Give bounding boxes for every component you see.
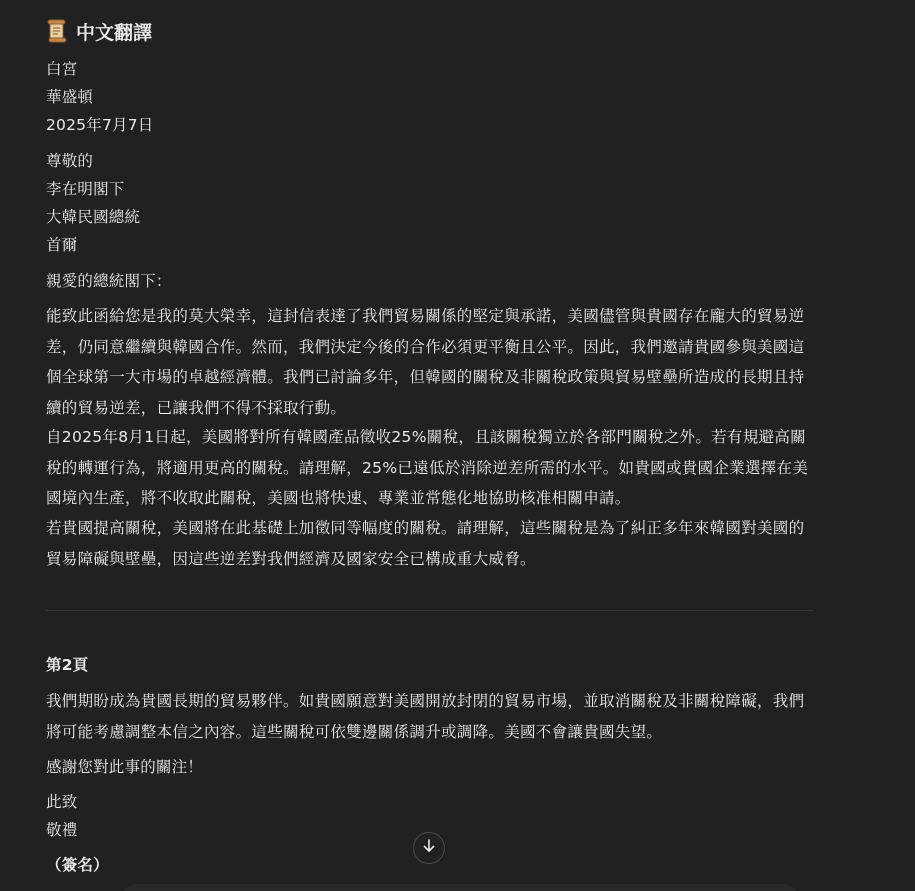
salutation	[46, 267, 816, 295]
translation-heading	[46, 16, 152, 46]
scroll-to-bottom-button[interactable]	[413, 832, 445, 864]
paragraph-1: 能致此函給您是我的莫大榮幸，這封信表達了我們貿易關係的堅定與承諾，美國儘管與貴國存在龐大的貿易逆差，仍同意繼續與韓國合作。然而，我們決定今後的合作必須更平衡且公平。因此，我們邀請貴國參與美國這個全球第一大市場的卓越經濟體。我們已討論多年，但韓國的關稅及非關稅政策與貿易壁壘所造成的長期且持續的貿易逆差，已讓我們不得不採取行動。	[46, 307, 805, 417]
section-divider	[46, 610, 814, 611]
sender-address	[46, 55, 816, 139]
recipient-line: 大韓民國總統	[46, 208, 141, 226]
recipient-line: 李在明閣下	[46, 180, 125, 198]
page-2-paragraph: 我們期盼成為貴國長期的貿易夥伴。如貴國願意對美國開放封閉的貿易市場，並取消關稅及非關稅障礙，我們將可能考慮調整本信之內容。這些關稅可依雙邊關係調升或調降。美國不會讓貴國失望。	[46, 692, 805, 741]
recipient-line: 首爾	[46, 236, 78, 254]
sender-line: 白宮	[46, 60, 78, 78]
thanks-text: 感謝您對此事的關注！	[46, 758, 204, 776]
page-2-label	[46, 651, 816, 679]
paragraph-3: 若貴國提高關稅，美國將在此基礎上加徵同等幅度的關稅。請理解，這些關稅是為了糾正多年來韓國對美國的貿易障礙與壁壘，因這些逆差對我們經濟及國家安全已構成重大威脅。	[46, 519, 805, 568]
salutation-text: 親愛的總統閣下：	[46, 272, 172, 290]
page-2-label-text: 第2頁	[46, 656, 89, 674]
recipient-line: 尊敬的	[46, 152, 94, 170]
scroll-icon	[46, 19, 68, 43]
closing-line: 此致	[46, 793, 78, 811]
composer-edge	[120, 884, 800, 891]
heading-title: 中文翻譯	[76, 21, 153, 44]
thanks-line	[46, 753, 816, 781]
recipient-address	[46, 147, 816, 259]
letter-date: 2025年7月7日	[46, 116, 154, 134]
paragraph-2: 自2025年8月1日起，美國將對所有韓國產品徵收25%關稅，且該關稅獨立於各部門關稅之外。若有規避高關稅的轉運行為，將適用更高的關稅。請理解，25%已遠低於消除逆差所需的水平。如貴國或貴國企業選擇在美國境內生產，將不收取此關稅，美國也將快速、專業並常態化地協助核准相關申請。	[46, 428, 809, 507]
signature-text: （簽名）	[46, 856, 109, 874]
closing-line: 敬禮	[46, 821, 78, 839]
sender-line: 華盛頓	[46, 88, 94, 106]
arrow-down-icon	[421, 838, 437, 858]
